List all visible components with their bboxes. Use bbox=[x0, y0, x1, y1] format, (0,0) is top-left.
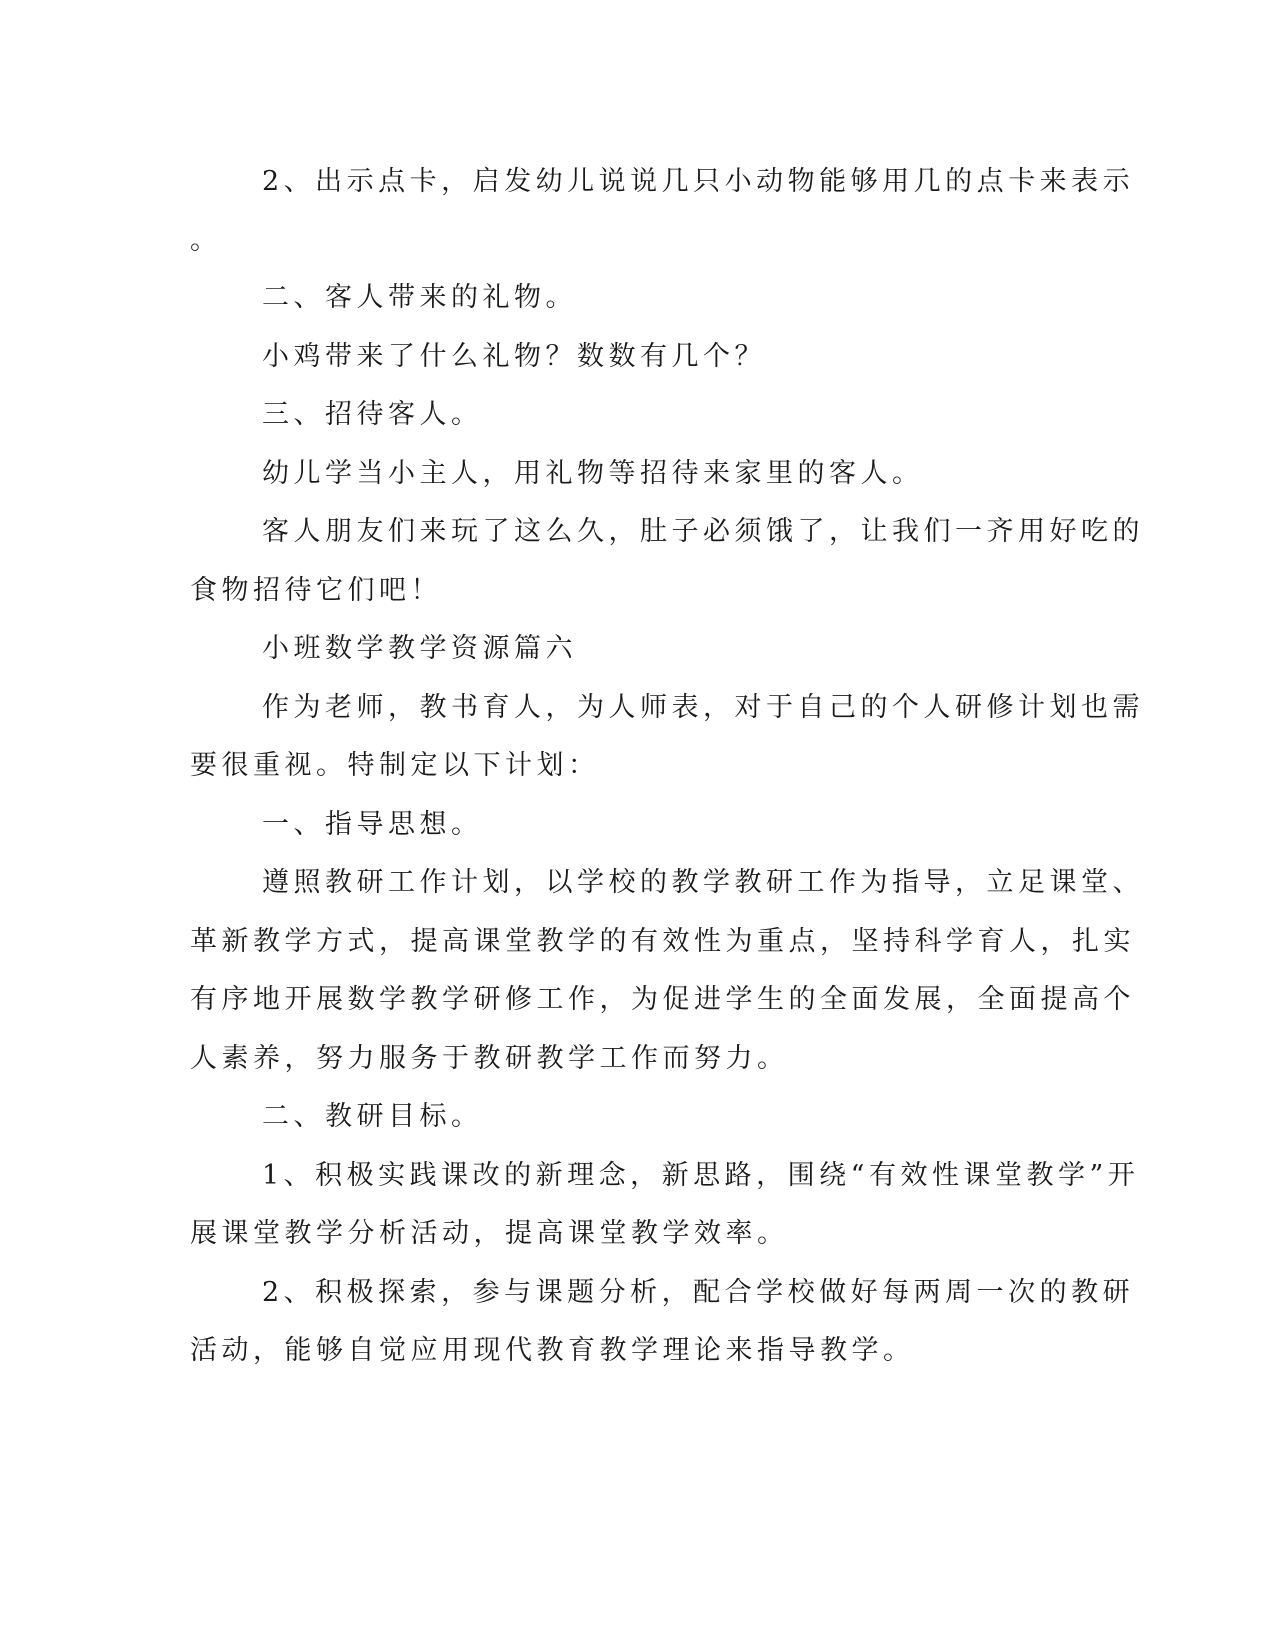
text-line: 活动，能够自觉应用现代教育教学理论来指导教学。 bbox=[190, 1335, 915, 1366]
text-line: 作为老师，教书育人，为人师表，对于自己的个人研修计划也需 bbox=[262, 692, 1144, 723]
text-line: 三、招待客人。 bbox=[262, 399, 483, 430]
text-line: 小鸡带来了什么礼物？数数有几个？ bbox=[262, 341, 766, 372]
text-line: 二、客人带来的礼物。 bbox=[262, 282, 577, 313]
text-line: 幼儿学当小主人，用礼物等招待来家里的客人。 bbox=[262, 458, 924, 489]
section-heading: 小班数学教学资源篇六 bbox=[262, 633, 577, 664]
text-line: 展课堂教学分析活动，提高课堂教学效率。 bbox=[190, 1218, 789, 1249]
text-line: 二、教研目标。 bbox=[262, 1101, 483, 1132]
text-line: 革新教学方式，提高课堂教学的有效性为重点，坚持科学育人，扎实 bbox=[190, 926, 1135, 957]
text-line: 客人朋友们来玩了这么久，肚子必须饿了，让我们一齐用好吃的 bbox=[262, 516, 1144, 547]
text-line: 。 bbox=[190, 225, 222, 256]
text-line: 1、积极实践课改的新理念，新思路，围绕“有效性课堂教学”开 bbox=[262, 1160, 1140, 1191]
text-line: 2、出示点卡，启发幼儿说说几只小动物能够用几的点卡来表示 bbox=[262, 166, 1135, 197]
text-line: 要很重视。特制定以下计划： bbox=[190, 750, 600, 781]
text-line: 有序地开展数学教学研修工作，为促进学生的全面发展，全面提高个 bbox=[190, 984, 1135, 1015]
text-line: 食物招待它们吧！ bbox=[190, 575, 442, 606]
text-line: 一、指导思想。 bbox=[262, 809, 483, 840]
text-line: 2、积极探索，参与课题分析，配合学校做好每两周一次的教研 bbox=[262, 1277, 1135, 1308]
text-line: 人素养，努力服务于教研教学工作而努力。 bbox=[190, 1043, 789, 1074]
text-line: 遵照教研工作计划，以学校的教学教研工作为指导，立足课堂、 bbox=[262, 867, 1144, 898]
